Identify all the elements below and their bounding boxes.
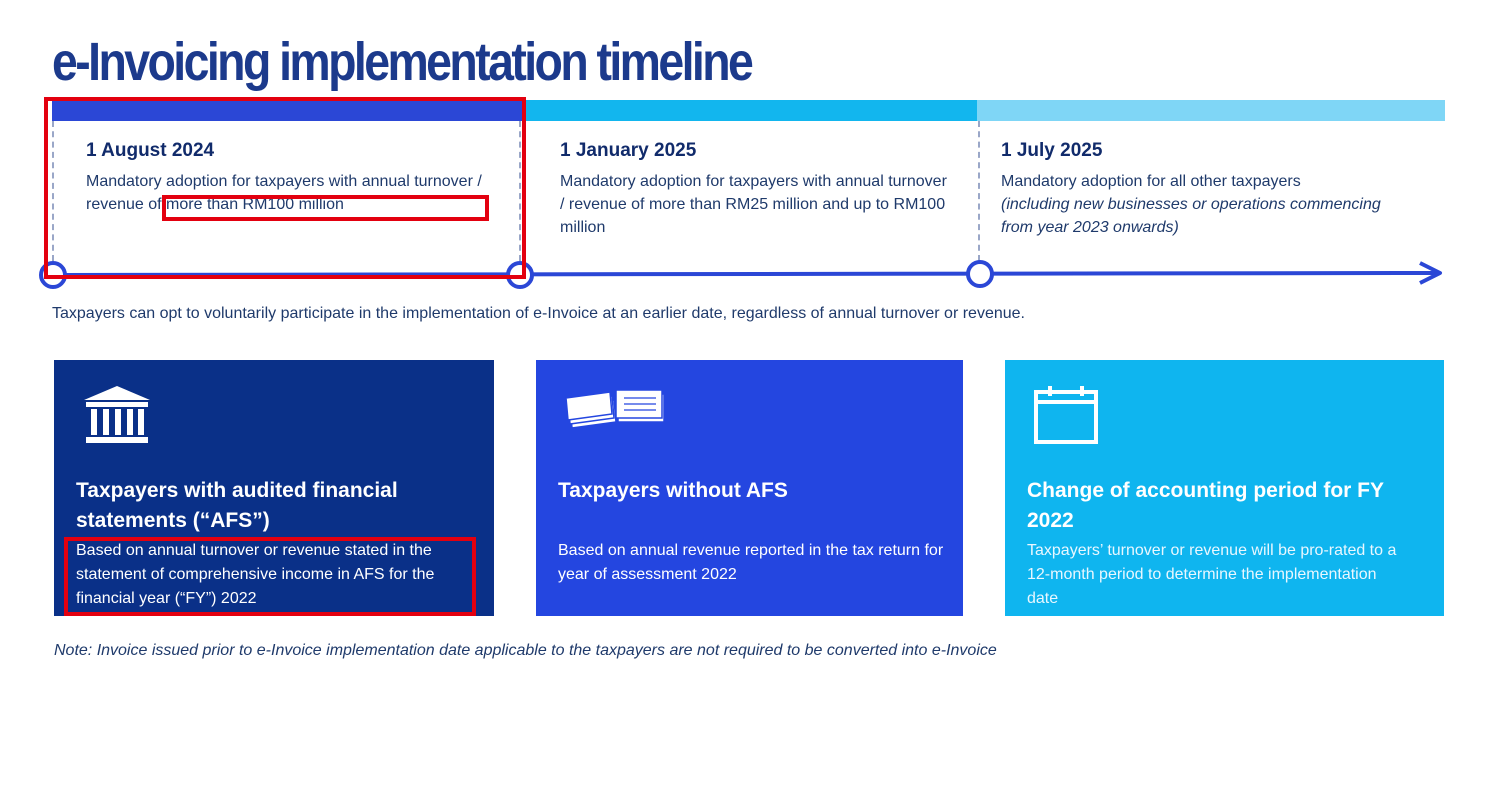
phase-date: 1 August 2024 xyxy=(86,140,215,161)
phase-date: 1 January 2025 xyxy=(560,140,697,161)
phase-description: Mandatory adoption for taxpayers with annual turnover / revenue of more than RM100 million xyxy=(86,173,482,213)
phase-description: Mandatory adoption for taxpayers with annual turnover / revenue of more than RM25 million and up to RM100 million xyxy=(560,173,947,236)
footnote: Note: Invoice issued prior to e-Invoice implementation date applicable to the taxpayers are not required to be converted into e-Invoice xyxy=(54,642,997,659)
card-text: Based on annual revenue reported in the tax return for year of assessment 2022 xyxy=(558,542,944,583)
phase-description-main: Mandatory adoption for all other taxpayers xyxy=(1001,173,1301,190)
card-heading: Change of accounting period for FY 2022 xyxy=(1027,479,1384,532)
money-stack-icon xyxy=(564,384,668,439)
card-change-of-accounting-period xyxy=(1005,360,1444,616)
highlight-box-revenue-threshold xyxy=(162,195,489,221)
card-heading: Taxpayers without AFS xyxy=(558,479,788,502)
voluntary-participation-note: Taxpayers can opt to voluntarily participate in the implementation of e-Invoice at an earlier date, regardless of annual turnover or revenue. xyxy=(52,305,1025,322)
card-taxpayers-without-afs xyxy=(536,360,963,616)
highlight-box-phase-1 xyxy=(44,97,526,279)
card-heading: Taxpayers with audited financial statements (“AFS”) xyxy=(76,479,398,532)
calendar-icon xyxy=(1033,384,1099,451)
bank-icon xyxy=(82,384,152,451)
phase-date: 1 July 2025 xyxy=(1001,140,1103,161)
card-text: Taxpayers’ turnover or revenue will be pro-rated to a 12-month period to determine the implementation date xyxy=(1027,542,1397,607)
phase-description-italic: (including new businesses or operations commencing from year 2023 onwards) xyxy=(1001,196,1381,236)
highlight-box-afs-basis xyxy=(64,537,476,616)
card-text: Based on annual turnover or revenue stated in the statement of comprehensive income in AFS for the financial year (“FY”) 2022 xyxy=(76,542,435,607)
page-title: e-Invoicing implementation timeline xyxy=(52,32,752,92)
milestone-marker xyxy=(968,262,992,286)
